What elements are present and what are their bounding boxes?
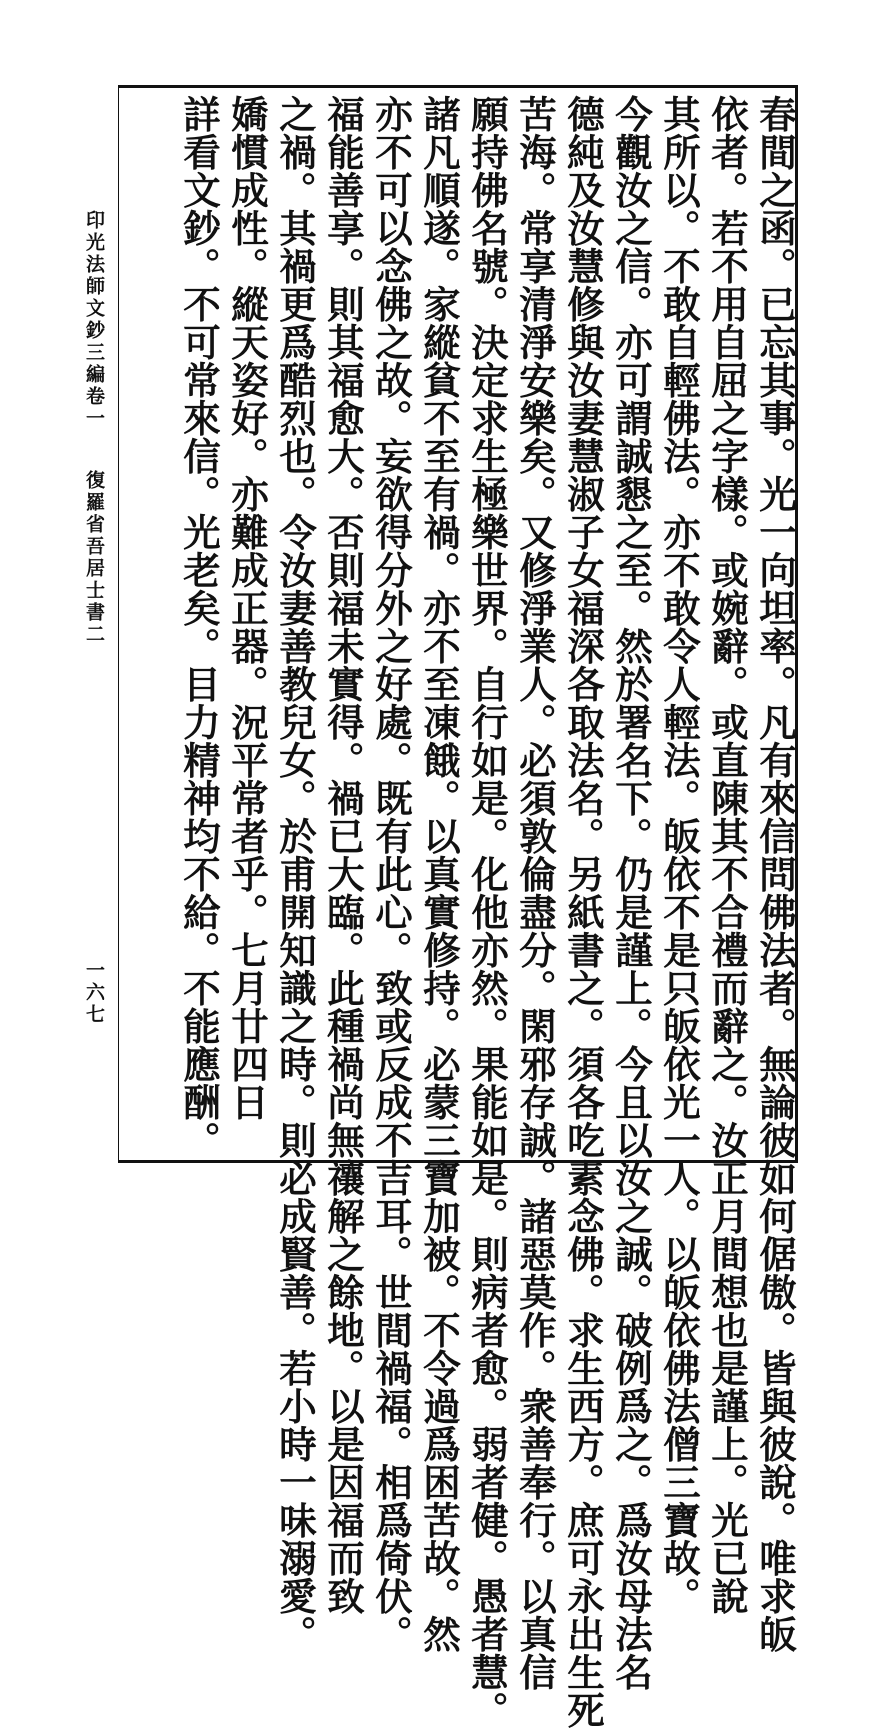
book-title: 印光法師文鈔三編卷一 [83,210,105,430]
text-column-6: 苦海。常享清淨安樂矣。又修淨業人。必須敦倫盡分。閑邪存誠。諸惡莫作。衆善奉行。以真信 [513,95,557,1691]
text-column-10: 福能善享。則其福愈大。否則福未實得。禍已大臨。此種禍尚無禳解之餘地。以是因福而致 [321,95,365,1615]
text-column-11: 之禍。其禍更爲酷烈也。令汝妻善教兒女。於甫開知識之時。則必成賢善。若小時一味溺愛。 [273,95,317,1653]
letter-title: 復羅省吾居士書二 [83,470,105,646]
text-column-13: 詳看文鈔。不可常來信。光老矣。目力精神均不給。不能應酬。 [177,95,221,1159]
page-number: 一六七 [83,960,105,1026]
text-column-8: 諸凡順遂。家縱貧不至有禍。亦不至凍餓。以真實修持。必蒙三寶加被。不令過爲困苦故。然 [417,95,461,1653]
text-column-7: 願持佛名號。決定求生極樂世界。自行如是。化他亦然。果能如是。則病者愈。弱者健。愚者慧。 [465,95,509,1729]
text-column-12: 嬌慣成性。縱天姿好。亦難成正器。況平常者乎。七月廿四日 [225,95,269,1121]
text-column-5: 德純及汝慧修與汝妻慧淑子女福深各取法名。另紙書之。須各吃素念佛。求生西方。庶可永出生死 [561,95,605,1729]
text-column-3: 其所以。不敢自輕佛法。亦不敢令人輕法。皈依不是只皈依光一人。以皈依佛法僧三寶故。 [657,95,701,1615]
text-column-4: 今觀汝之信。亦可謂誠懇之至。然於署名下。仍是謹上。今且以汝之誠。破例爲之。爲汝母法名 [609,95,653,1691]
text-column-2: 依者。若不用自屈之字樣。或婉辭。或直陳其不合禮而辭之。汝正月間想也是謹上。光已說 [705,95,749,1615]
text-column-1: 春間之函。已忘其事。光一向坦率。凡有來信問佛法者。無論彼如何倨傲。皆與彼說。唯求皈 [753,95,797,1653]
text-column-9: 亦不可以念佛之故。妄欲得分外之好處。既有此心。致或反成不吉耳。世間禍福。相爲倚伏。 [369,95,413,1653]
